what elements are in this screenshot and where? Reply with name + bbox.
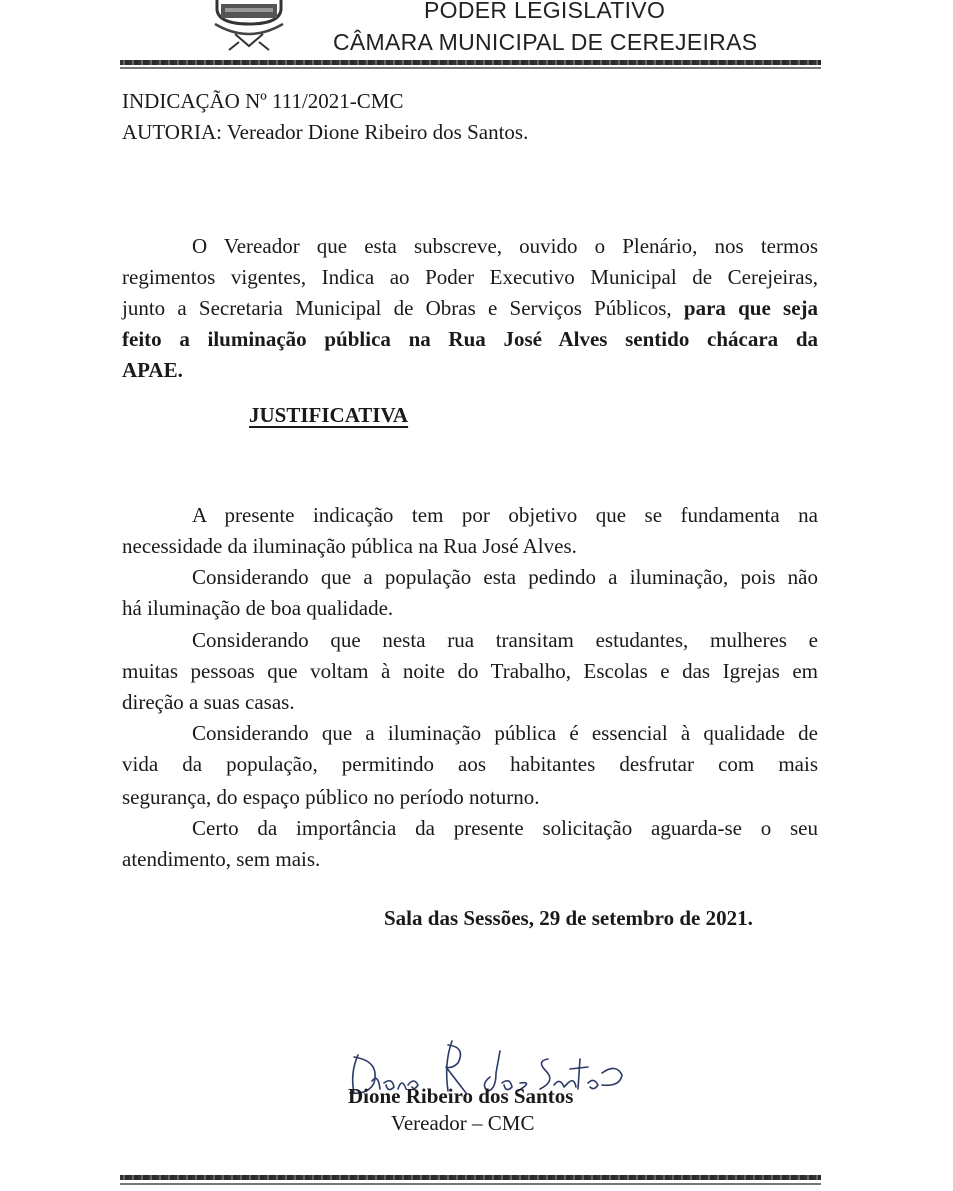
justification-p3-line-2: muitas pessoas que voltam à noite do Trabalho, Escolas e das Igrejas em xyxy=(122,659,818,683)
signatory-name: Dione Ribeiro dos Santos xyxy=(348,1084,574,1108)
justification-p1-line-2: necessidade da iluminação pública na Rua José Alves. xyxy=(122,534,577,558)
header-divider-thin xyxy=(120,67,821,69)
justification-p1-line-1: A presente indicação tem por objetivo que se fundamenta na xyxy=(192,503,818,527)
intro-line-2: regimentos vigentes, Indica ao Poder Executivo Municipal de Cerejeiras, xyxy=(122,265,818,289)
justification-p5-line-2: atendimento, sem mais. xyxy=(122,847,321,871)
authorship: AUTORIA: Vereador Dione Ribeiro dos Santos. xyxy=(122,120,529,144)
intro-line-3-bold: para que seja xyxy=(683,296,819,320)
footer-divider-thin xyxy=(120,1183,821,1185)
intro-line-3-plain: junto a Secretaria Municipal de Obras e Serviços Públicos, xyxy=(122,296,672,320)
intro-line-3 xyxy=(122,293,818,324)
justification-heading: JUSTIFICATIVA xyxy=(249,403,409,427)
justification-p4-line-2: vida da população, permitindo aos habitantes desfrutar com mais xyxy=(122,752,818,776)
justification-p3-line-3: direção a suas casas. xyxy=(122,690,295,714)
footer-divider xyxy=(120,1175,821,1180)
coat-of-arms-emblem xyxy=(205,0,293,58)
header-title-legislative: PODER LEGISLATIVO xyxy=(424,0,666,23)
intro-line-1: O Vereador que esta subscreve, ouvido o Plenário, nos termos xyxy=(192,234,818,258)
signatory-role: Vereador – CMC xyxy=(391,1111,535,1135)
header-title-chamber: CÂMARA MUNICIPAL DE CEREJEIRAS xyxy=(333,29,758,55)
justification-p4-line-1: Considerando que a iluminação pública é essencial à qualidade de xyxy=(192,721,818,745)
justification-p5-line-1: Certo da importância da presente solicitação aguarda-se o seu xyxy=(192,816,818,840)
intro-line-4: feito a iluminação pública na Rua José Alves sentido chácara da xyxy=(122,327,818,351)
justification-p3-line-1: Considerando que nesta rua transitam estudantes, mulheres e xyxy=(192,628,818,652)
header-divider xyxy=(120,60,821,65)
indication-number: INDICAÇÃO Nº 111/2021-CMC xyxy=(122,89,404,113)
justification-p2-line-2: há iluminação de boa qualidade. xyxy=(122,596,394,620)
justification-p2-line-1: Considerando que a população esta pedindo a iluminação, pois não xyxy=(192,565,818,589)
intro-line-5: APAE. xyxy=(122,358,183,382)
justification-p4-line-3: segurança, do espaço público no período noturno. xyxy=(122,785,540,809)
session-date: Sala das Sessões, 29 de setembro de 2021. xyxy=(384,906,753,930)
